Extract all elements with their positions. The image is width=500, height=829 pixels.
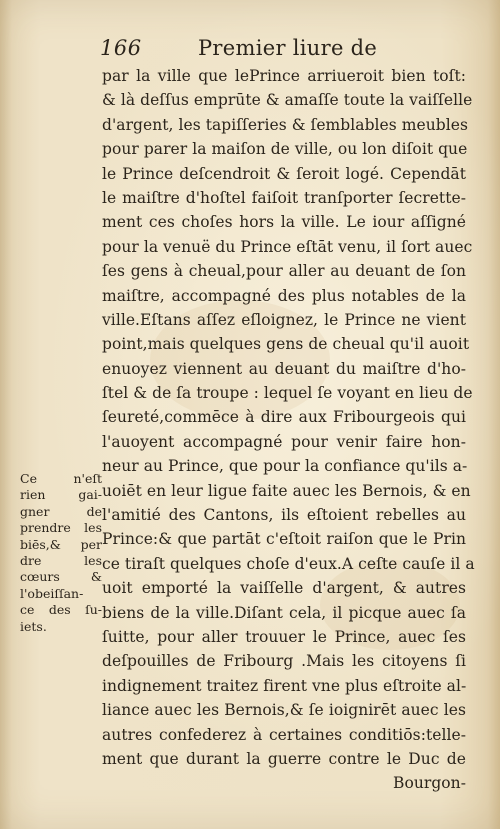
marginal-note-line: prendre les (20, 520, 102, 536)
text-line: d'argent, les tapiſſeries & ſemblables meubles (102, 115, 468, 134)
text-line: ſuitte, pour aller trouuer le Prince, auec ſes (102, 627, 466, 646)
text-line: par la ville que lePrince arriueroit bien toſt: (102, 67, 466, 85)
marginal-note-line: iets. (20, 618, 47, 634)
text-line: ſtel & de ſa troupe : lequel ſe voyant en lieu de (102, 384, 473, 403)
text-line: Prince:& que partāt c'eſtoit raiſon que le Prin (102, 530, 466, 549)
text-line: neur au Prince, que pour la confiance qu'ils a- (102, 457, 468, 476)
text-line: uoiēt en leur ligue faite auec les Bernois, & en (102, 481, 471, 500)
text-line: biens de la ville.Diſant cela, il picque auec ſa (102, 603, 466, 622)
marginal-note-line: dre les (20, 552, 102, 568)
page-header (100, 36, 460, 62)
text-line: pour la venuë du Prince eſtāt venu, il ſort auec (102, 237, 473, 256)
text-line: ſes gens à cheual,pour aller au deuant de ſon (102, 262, 466, 281)
marginal-note-line: gner de (20, 503, 102, 519)
body-text (102, 64, 475, 796)
page-number: 166 (100, 36, 142, 60)
text-line: l'amitié des Cantons, ils eſtoient rebelles au (102, 506, 466, 525)
text-line: le maiſtre d'hoſtel faiſoit tranſporter ſecrette- (102, 188, 466, 207)
text-line: ment ces choſes hors la ville. Le iour aſſigné (102, 213, 466, 232)
text-line: Bourgon- (393, 774, 466, 793)
text-line: & là deſſus emprūte & amaſſe toute la vaiſſelle (102, 91, 473, 110)
marginal-note-line: cœurs & (20, 569, 102, 585)
text-line: ville.Eſtans aſſez eſloignez, le Prince ne vient (102, 310, 466, 329)
running-title: Premier liure de (198, 36, 378, 60)
text-line: uoit emporté la vaiſſelle d'argent, & autres (102, 579, 466, 598)
text-line: ſeureté,commēce à dire aux Fribourgeois qui (102, 408, 466, 427)
text-line: autres confederez à certaines conditiōs:telle- (102, 725, 466, 744)
text-line: ce tiraſt quelques choſe d'eux.A ceſte cauſe il a (102, 554, 475, 573)
marginal-note-line: Ce n'eſt (20, 471, 102, 486)
text-line: deſpouilles de Fribourg .Mais les citoyens ſi (102, 652, 466, 671)
text-line: le Prince deſcendroit & ſeroit logé. Cependāt (102, 164, 466, 183)
marginal-note (20, 471, 102, 635)
marginal-note-line: ce des ſu- (20, 602, 102, 618)
marginal-note-line: l'obeiſſan- (20, 585, 84, 601)
text-line: maiſtre, accompagné des plus notables de la (102, 286, 466, 305)
marginal-note-line: rien gai- (20, 487, 102, 503)
marginal-note-line: biēs,& per (20, 536, 102, 552)
text-line: pour parer la maiſon de ville, ou lon diſoit que (102, 140, 468, 159)
text-line: point,mais quelques gens de cheual qu'il auoit (102, 335, 470, 354)
text-line: enuoyez viennent au deuant du maiſtre d'ho- (102, 359, 466, 378)
text-line: liance auec les Bernois,& ſe ioignirēt auec les (102, 701, 466, 720)
text-line: indignement traitez firent vne plus eſtroite al- (102, 676, 467, 695)
text-line: ment que durant la guerre contre le Duc de (102, 749, 466, 768)
text-line: l'auoyent accompagné pour venir faire hon- (102, 432, 466, 451)
